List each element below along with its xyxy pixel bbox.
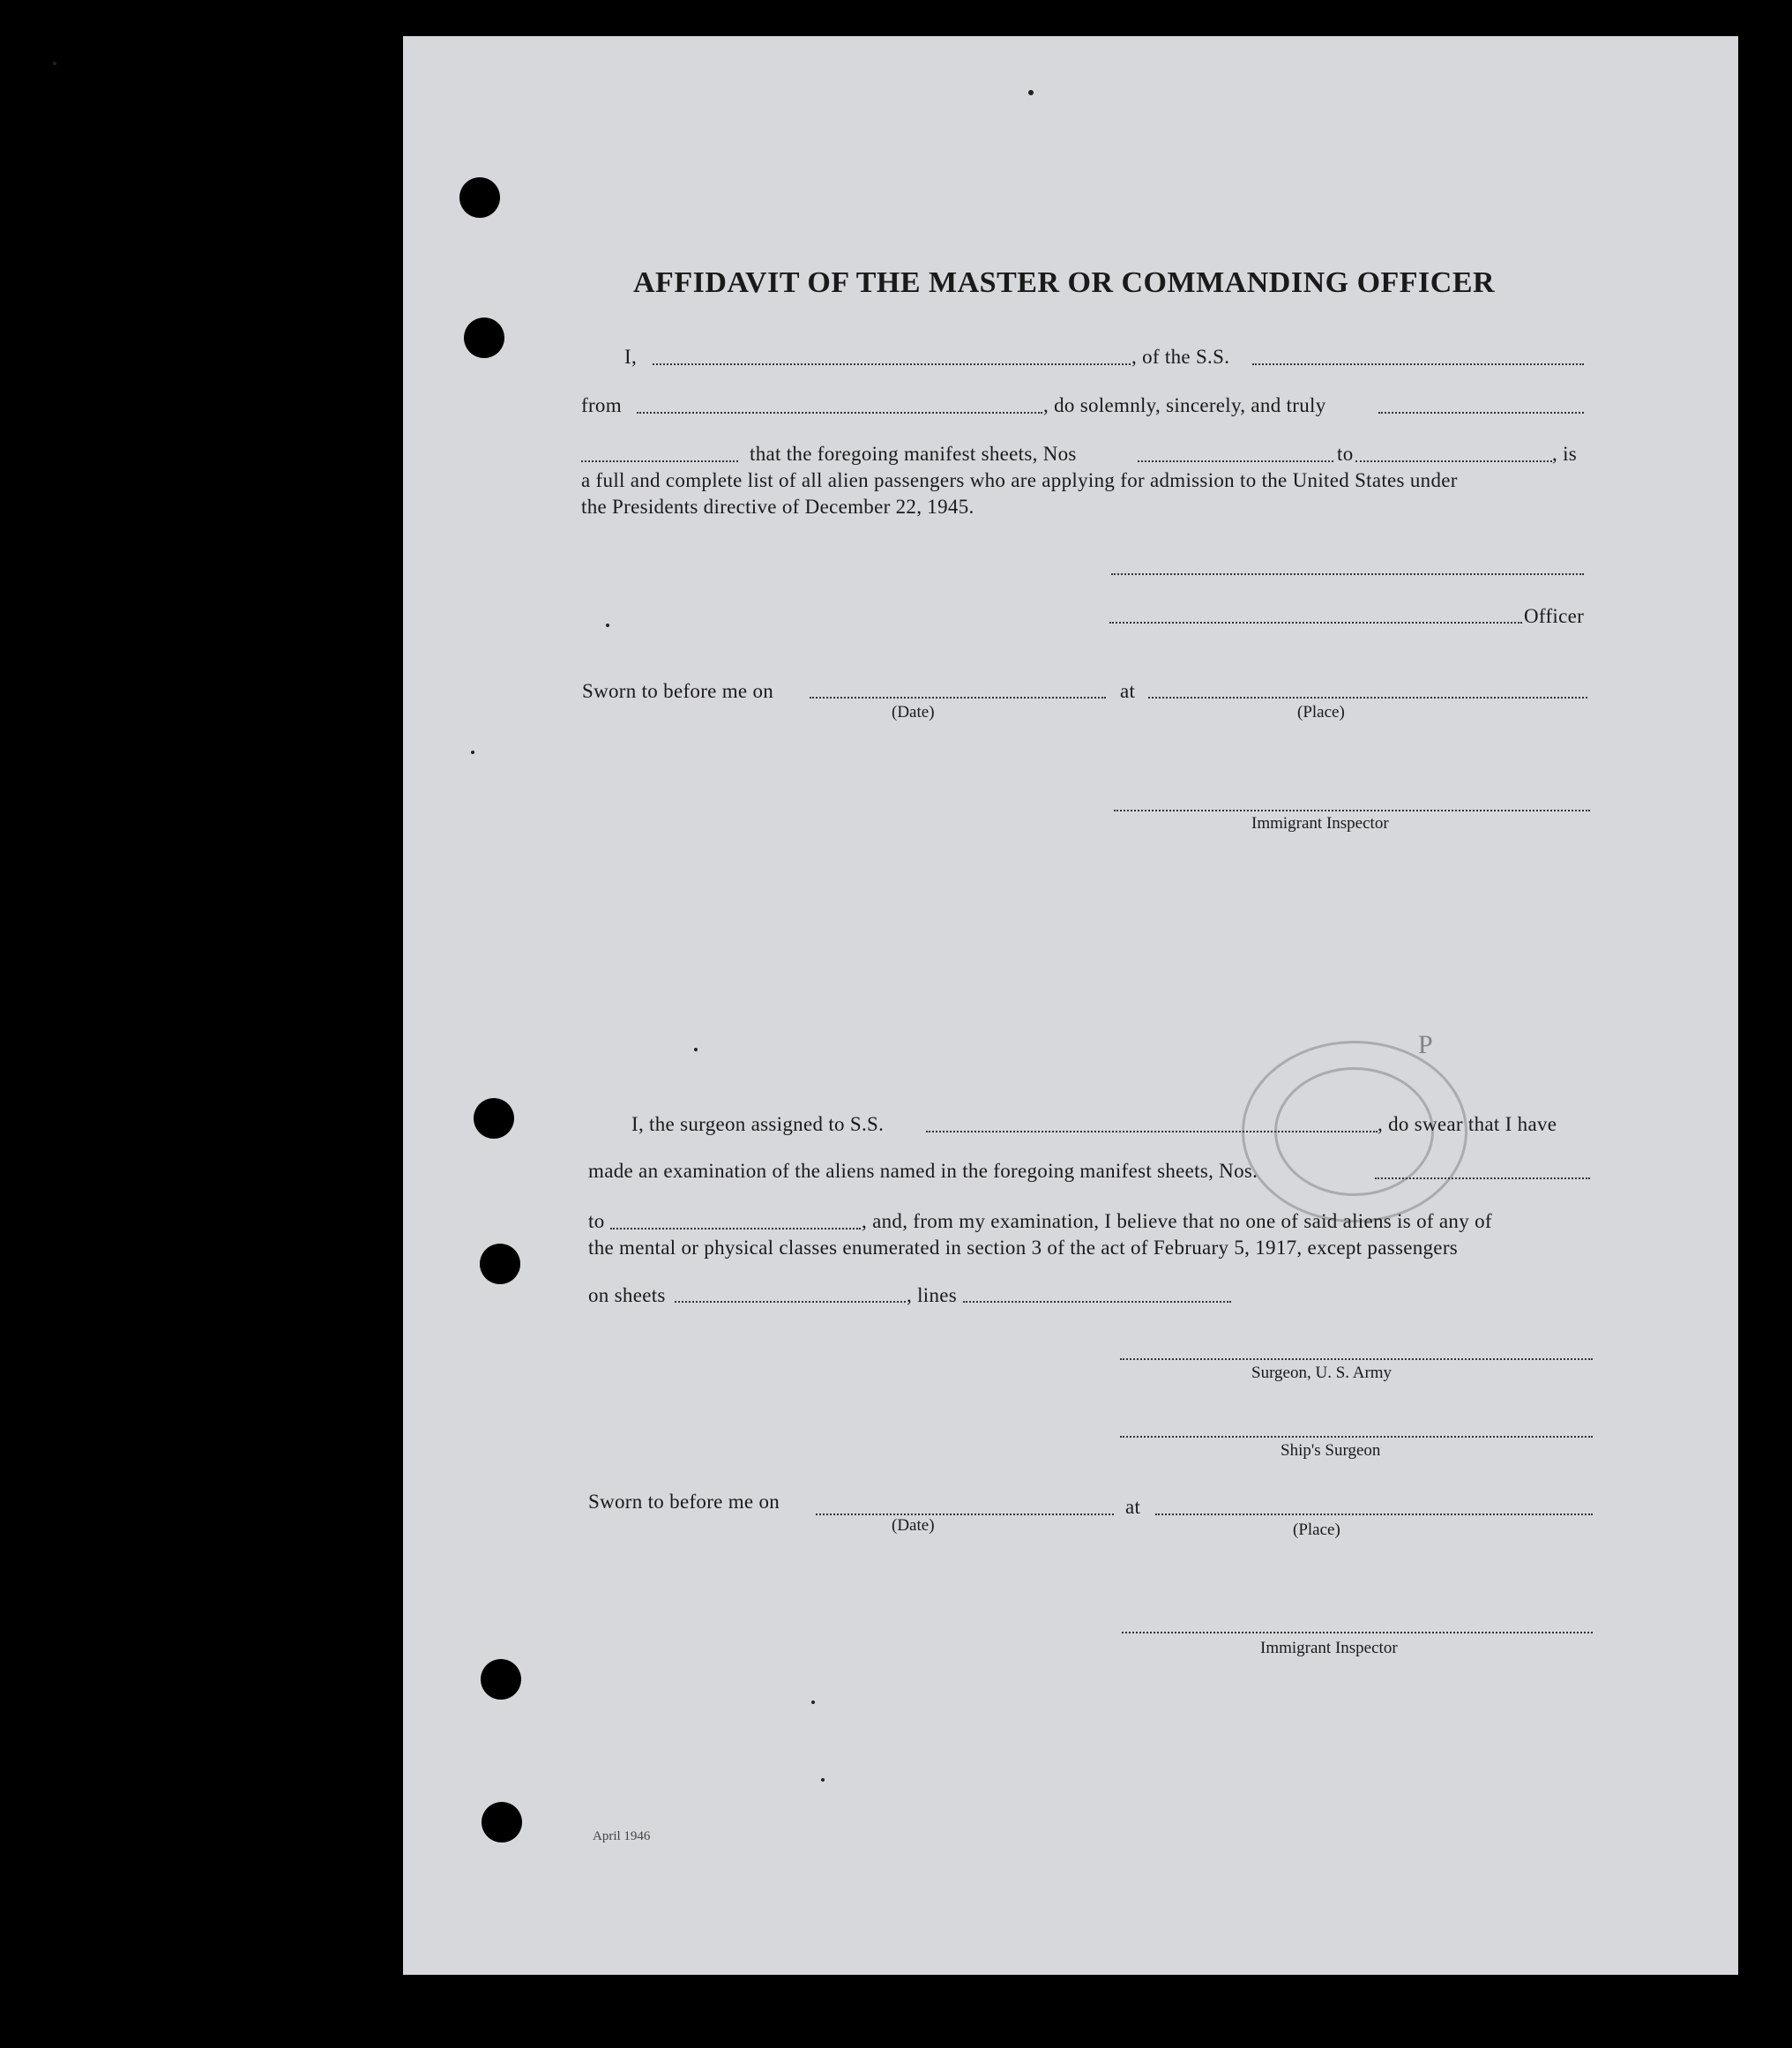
speck [1028,90,1034,95]
master-ship-field[interactable] [1252,363,1584,365]
surgeon-line3b: , and, from my examination, I believe that no one of said aliens is of any of [862,1210,1492,1232]
form-date-footer: April 1946 [593,1829,651,1843]
speck [811,1700,815,1704]
punch-hole [459,177,500,218]
punch-hole [481,1659,521,1700]
master-sheets-to-field[interactable] [1355,460,1552,462]
surgeon-line2: made an examination of the aliens named in the foregoing manifest sheets, Nos. [588,1160,1258,1182]
surgeon-line4: the mental or physical classes enumerated in section 3 of the act of February 5, 1917, except passengers [588,1237,1459,1259]
surgeon-at-label: at [1125,1496,1141,1518]
stamp-letter: P [1418,1030,1433,1059]
speck [53,62,56,65]
officer-signature-line[interactable] [1109,622,1522,624]
master-from-label: from [581,394,622,416]
speck [821,1778,825,1782]
master-is-label: , is [1552,443,1578,465]
master-sheets-from-field[interactable] [1138,460,1333,462]
surgeon-date-caption: (Date) [892,1516,935,1535]
master-at-label: at [1120,680,1136,702]
surgeon-place-caption: (Place) [1293,1521,1340,1539]
surgeon-line1a: I, the surgeon assigned to S.S. [631,1113,885,1135]
punch-hole [480,1244,520,1284]
surgeon-lines-field[interactable] [963,1301,1231,1303]
master-date-field[interactable] [810,697,1106,699]
surgeon-line5b: , lines [907,1284,958,1306]
surgeon-sheets-to-field[interactable] [610,1228,861,1230]
master-of-ss-label: , of the S.S. [1131,346,1230,368]
master-swear-field[interactable] [581,460,738,462]
document-page [403,36,1738,1975]
army-surgeon-caption: Surgeon, U. S. Army [1251,1364,1393,1382]
master-date-caption: (Date) [892,703,935,721]
speck [606,624,609,627]
master-inspector-line[interactable] [1114,810,1590,811]
master-from-field[interactable] [637,412,1042,414]
master-oath-field[interactable] [1378,412,1584,414]
master-solemnly-label: , do solemnly, sincerely, and truly [1043,394,1326,416]
master-name-field[interactable] [653,363,1131,365]
master-signature-line[interactable] [1111,573,1584,575]
surgeon-sworn-label: Sworn to before me on [588,1491,780,1513]
master-sworn-label: Sworn to before me on [582,680,774,702]
surgeon-place-field[interactable] [1155,1514,1593,1515]
surgeon-ship-field[interactable] [926,1131,1378,1132]
surgeon-date-field[interactable] [816,1514,1114,1515]
master-place-caption: (Place) [1297,703,1345,721]
speck [471,751,474,754]
page-title: AFFIDAVIT OF THE MASTER OR COMMANDING OFFICER [633,266,1496,299]
master-to-label: to [1337,443,1354,465]
punch-hole [464,318,504,358]
ship-surgeon-caption: Ship's Surgeon [1281,1441,1381,1460]
punch-hole [474,1098,514,1139]
army-surgeon-signature-line[interactable] [1120,1358,1593,1360]
master-i-label: I, [624,346,638,368]
surgeon-sheets-from-field[interactable] [1375,1177,1590,1179]
surgeon-line1b: , do swear that I have [1378,1113,1557,1135]
surgeon-line5a: on sheets [588,1284,666,1306]
master-foregoing-label: that the foregoing manifest sheets, Nos [750,443,1077,465]
ship-surgeon-signature-line[interactable] [1120,1436,1593,1438]
surgeon-except-sheets-field[interactable] [675,1301,906,1303]
officer-label: Officer [1524,605,1585,627]
master-text-line5: the Presidents directive of December 22, 1945. [581,496,974,518]
speck [694,1048,698,1051]
surgeon-inspector-line[interactable] [1122,1632,1593,1633]
punch-hole [482,1802,522,1842]
master-text-line4: a full and complete list of all alien passengers who are applying for admission to the United States under [581,469,1458,491]
surgeon-inspector-caption: Immigrant Inspector [1260,1639,1398,1657]
master-place-field[interactable] [1148,697,1587,699]
master-inspector-caption: Immigrant Inspector [1251,814,1389,833]
surgeon-line3a: to [588,1210,605,1232]
